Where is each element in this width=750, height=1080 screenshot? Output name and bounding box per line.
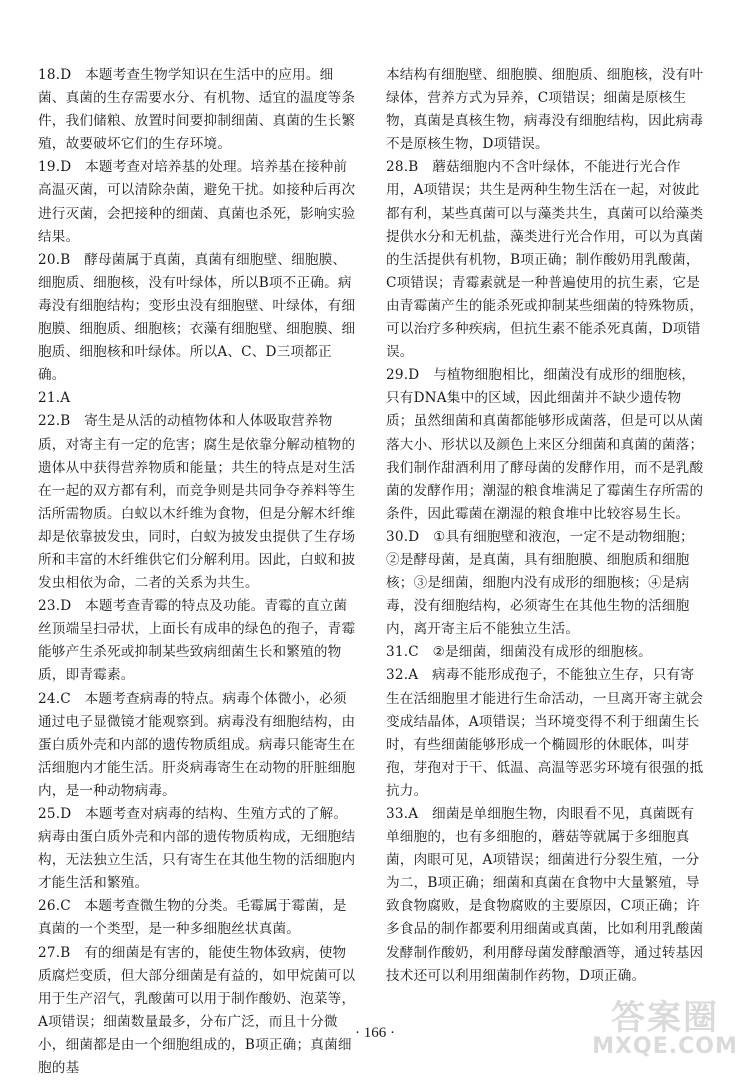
answer-number: 23.D (38, 598, 72, 615)
answer-item (38, 688, 356, 803)
answer-number: 28.B (386, 159, 419, 176)
answer-number: 18.D (38, 67, 72, 83)
answer-text: 本题考查病毒的特点。病毒个体微小，必须通过电子显微镜才能观察到。病毒没有细胞结构，由蛋白质外壳和内部的遗传物质组成。病毒只能寄生在活细胞内才能生活。肝炎病毒寄生在动物的肝脏细胞内，是一种动物病毒。 (38, 690, 356, 799)
answer-text: 病毒不能形成孢子，不能独立生存，只有寄生在活细胞里才能进行生命活动，一旦离开寄主就会变成结晶体，A项错误；当环境变得不利于细菌生长时，有些细菌能够形成一个椭圆形的休眠体，叫芽孢，芽孢对于干、低温、高温等恶劣环境有很强的抵抗力。 (386, 667, 704, 799)
answer-number: 33.A (386, 806, 419, 822)
watermark-logo (590, 990, 740, 1065)
answer-item (386, 641, 704, 664)
right-column (386, 64, 704, 988)
page-number: · 166 · (355, 1025, 395, 1041)
answer-number: 26.C (38, 898, 71, 915)
answer-number: 27.B (38, 944, 71, 961)
answer-item (386, 156, 704, 364)
watermark-text-bottom: MXQE.COM (592, 1034, 738, 1059)
answer-number: 20.B (38, 251, 71, 268)
answer-text: 酵母菌属于真菌，真菌有细胞壁、细胞膜、细胞质、细胞核，没有叶绿体，所以B项不正确。病毒没有细胞结构；变形虫没有细胞壁、叶绿体，有细胞膜、细胞质、细胞核；衣藻有细胞壁、细胞膜、细胞质、细胞核和叶绿体。所以A、C、D三项都正确。 (38, 251, 356, 384)
answer-item (386, 664, 704, 803)
answer-number: 30.D (386, 528, 420, 545)
answer-number: 22.B (38, 413, 71, 430)
answer-item (38, 895, 356, 941)
answer-item (38, 249, 356, 388)
answer-text: ②是细菌，细菌没有成形的细胞核。 (432, 644, 652, 661)
answer-item (38, 156, 356, 248)
answer-text: 与植物细胞相比，细菌没有成形的细胞核，只有DNA集中的区域，因此细菌并不缺少遗传物质；虽然细菌和真菌都能够形成菌落，但是可以从菌落大小、形状以及颜色上来区分细菌和真菌的菌落；我们制作甜酒利用了酵母菌的发酵作用，而不是乳酸菌的发酵作用；潮湿的粮食堆满足了霉菌生存所需的条件，因此霉菌在潮湿的粮食堆中比较容易生长。 (386, 367, 704, 522)
answer-item (38, 803, 356, 895)
answer-number: 25.D (38, 806, 72, 822)
answer-text: 本题考查生物学知识在生活中的应用。细菌、真菌的生存需要水分、有机物、适宜的温度等条件，我们储粮、放置时间要抑制细菌、真菌的生长繁殖，故要破坏它们的生存环境。 (38, 67, 356, 153)
answer-text: 本题考查对病毒的结构、生殖方式的了解。病毒由蛋白质外壳和内部的遗传物质构成，无细胞结构，无法独立生活，只有寄生在其他生物的活细胞内才能生活和繁殖。 (38, 806, 356, 892)
answer-item (38, 595, 356, 687)
answer-item (38, 64, 356, 156)
answer-item (38, 942, 356, 1080)
answer-number: 32.A (386, 667, 419, 684)
watermark-text-top: 答案圈 (611, 998, 719, 1038)
answer-text: 细菌是单细胞生物，肉眼看不见，真菌既有单细胞的，也有多细胞的，蘑菇等就属于多细胞真菌，肉眼可见，A项错误；细菌进行分裂生殖，一分为二，B项正确；细菌和真菌在食物中大量繁殖，导致食物腐败，是食物腐败的主要原因，C项正确；许多食品的制作都要利用细菌或真菌，比如利用乳酸菌发酵制作酸奶，利用酵母菌发酵酿酒等，通过转基因技术还可以利用细菌制作药物，D项正确。 (386, 806, 704, 984)
answer-item (38, 387, 356, 410)
answer-text: 本题考查对培养基的处理。培养基在接种前高温灭菌，可以清除杂菌，避免干扰。如接种后再次进行灭菌，会把接种的细菌、真菌也杀死，影响实验结果。 (38, 159, 356, 245)
answer-item (38, 410, 356, 595)
answer-text: 本结构有细胞壁、细胞膜、细胞质、细胞核，没有叶绿体，营养方式为异养，C项错误；细菌是原核生物，真菌是真核生物，病毒没有细胞结构，因此病毒不是原核生物，D项错误。 (386, 67, 704, 153)
answer-number: 24.C (38, 690, 71, 707)
answer-item (386, 64, 704, 156)
answer-number: 19.D (38, 159, 72, 176)
answer-item (386, 803, 704, 988)
answer-text: ①具有细胞壁和液泡，一定不是动物细胞；②是酵母菌，是真菌，具有细胞膜、细胞质和细胞核；③是细菌，细胞内没有成形的细胞核；④是病毒，没有细胞结构，必须寄生在其他生物的活细胞内，离开寄主后不能独立生活。 (386, 528, 694, 638)
answer-text: 蘑菇细胞内不含叶绿体，不能进行光合作用，A项错误；共生是两种生物生活在一起，对彼此都有利，某些真菌可以与藻类共生，真菌可以给藻类提供水分和无机盐，藻类进行光合作用，可以为真菌的生活提供有机物，B项正确；制作酸奶用乳酸菌，C项错误；青霉素就是一种普遍使用的抗生素，它是由青霉菌产生的能杀死或抑制某些细菌的特殊物质，可以治疗多种疾病，但抗生素不能杀死真菌，D项错误。 (386, 159, 704, 361)
answer-number: 29.D (386, 367, 420, 384)
answer-text: 本题考查青霉的特点及功能。青霉的直立菌丝顶端呈扫帚状，上面长有成串的绿色的孢子，青霉能够产生杀死或抑制某些致病细菌生长和繁殖的物质，即青霉素。 (38, 598, 356, 684)
answer-item (386, 364, 704, 526)
answer-number: 21.A (38, 390, 71, 407)
answer-number: 31.C (386, 644, 419, 661)
answer-text: 本题考查微生物的分类。毛霉属于霉菌，是真菌的一个类型，是一种多细胞丝状真菌。 (38, 898, 347, 938)
answer-text: 寄生是从活的动植物体和人体吸取营养物质，对寄主有一定的危害；腐生是依靠分解动植物的遗体从中获得营养物质和能量；共生的特点是对生活在一起的双方都有利，而竞争则是共同争夺养料等生活所需物质。白蚁以木纤维为食物，但是分解木纤维却是依靠披发虫，同时，白蚁为披发虫提供了生存场所和丰富的木纤维供它们分解利用。因此，白蚁和披发虫相依为命，二者的关系为共生。 (38, 413, 356, 592)
left-column (38, 64, 356, 1080)
answer-text: 有的细菌是有害的，能使生物体致病，使物质腐烂变质，但大部分细菌是有益的，如甲烷菌可以用于生产沼气，乳酸菌可以用于制作酸奶、泡菜等，A项错误；细菌数量最多，分布广泛，而且十分微小，细菌都是由一个细胞组成的，B项正确；真菌细胞的基 (38, 944, 356, 1077)
answer-item (386, 526, 704, 641)
